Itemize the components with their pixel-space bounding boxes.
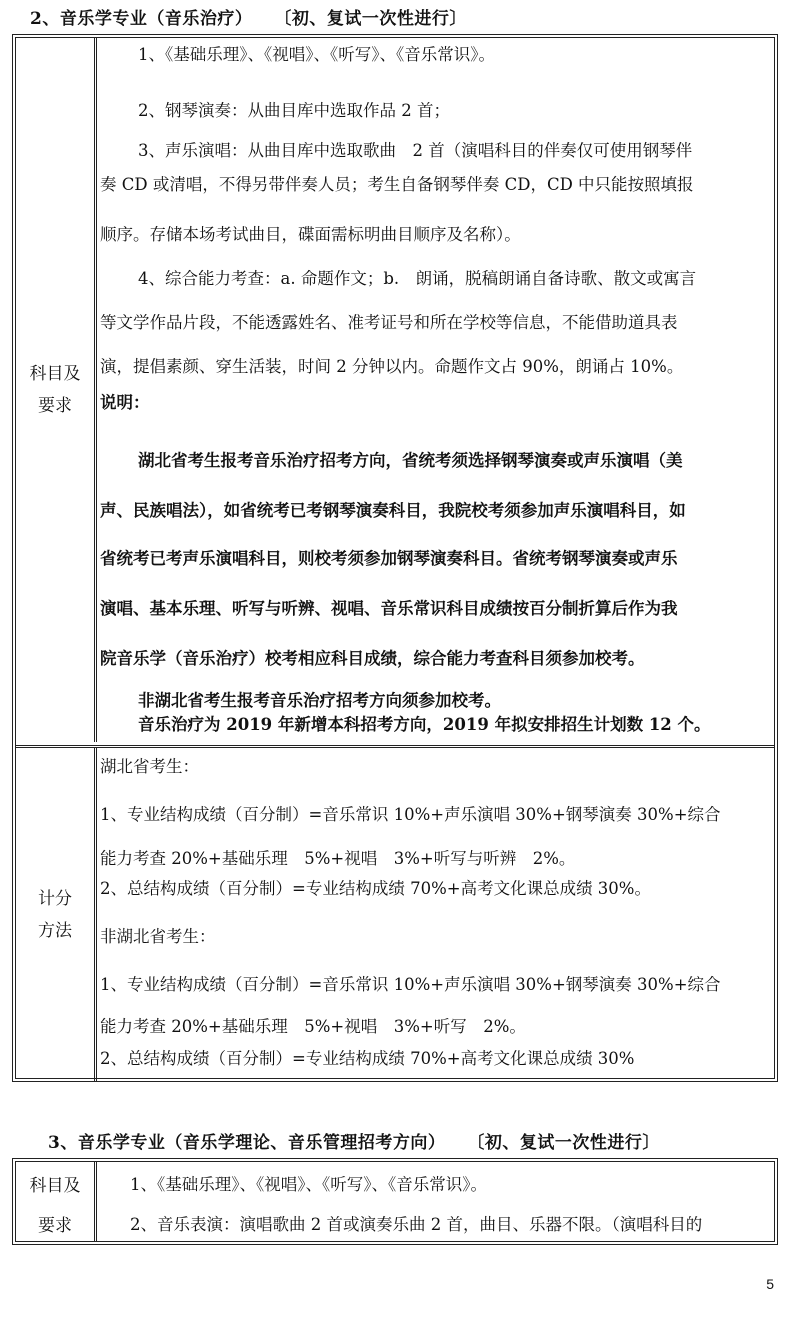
- subjects-row: [16, 1162, 774, 1241]
- explain-line: 演唱、基本乐理、听写与听辨、视唱、音乐常识科目成绩按百分制折算后作为我: [100, 599, 678, 618]
- explain-line: 院音乐学（音乐治疗）校考相应科目成绩，综合能力考查科目须参加校考。: [100, 649, 645, 668]
- explain-line: 湖北省考生报考音乐治疗招考方向，省统考须选择钢琴演奏或声乐演唱（美: [138, 451, 683, 470]
- scoring-line: 2、总结构成绩（百分制）=专业结构成绩 70%+高考文化课总成绩 30%: [100, 1049, 635, 1068]
- subject-line: 3、声乐演唱：从曲目库中选取歌曲 2 首（演唱科目的伴奏仅可使用钢琴伴: [138, 141, 693, 160]
- section-3-heading: [48, 1128, 660, 1153]
- section-2-heading: [30, 4, 467, 29]
- scoring-line: 能力考查 20%+基础乐理 5%+视唱 3%+听写与听辨 2%。: [100, 849, 576, 868]
- section-2-table: [12, 34, 778, 1082]
- section-3-table: [12, 1158, 778, 1245]
- explain-line: 声、民族唱法），如省统考已考钢琴演奏科目，我院校考须参加声乐演唱科目，如: [100, 501, 686, 520]
- explain-line: 非湖北省考生报考音乐治疗招考方向须参加校考。: [138, 691, 501, 710]
- subject-line: 2、钢琴演奏：从曲目库中选取作品 2 首；: [138, 101, 450, 120]
- section-3-note: 〔初、复试一次性进行〕: [467, 1133, 660, 1153]
- subject-line: 演，提倡素颜、穿生活装，时间 2 分钟以内。命题作文占 90%，朗诵占 10%。: [100, 357, 684, 376]
- subject-line: 等文学作品片段，不能透露姓名、准考证号和所在学校等信息，不能借助道具表: [100, 313, 678, 332]
- subject-line: 奏 CD 或清唱，不得另带伴奏人员；考生自备钢琴伴奏 CD，CD 中只能按照填报: [100, 175, 694, 194]
- scoring-line: 2、总结构成绩（百分制）=专业结构成绩 70%+高考文化课总成绩 30%。: [100, 879, 651, 898]
- subject-line: 1、《基础乐理》、《视唱》、《听写》、《音乐常识》。: [138, 45, 495, 64]
- subject-line: 1、《基础乐理》、《视唱》、《听写》、《音乐常识》。: [130, 1175, 487, 1194]
- explain-line: 音乐治疗为 2019 年新增本科招考方向，2019 年拟安排招生计划数 12 个。: [138, 715, 711, 734]
- section-2-note: 〔初、复试一次性进行〕: [274, 9, 467, 29]
- scoring-line: 1、专业结构成绩（百分制）=音乐常识 10%+声乐演唱 30%+钢琴演奏 30%+综合: [100, 805, 721, 824]
- page-number: 5: [766, 1276, 774, 1292]
- scoring-label: 计分 方法: [16, 748, 97, 1081]
- explain-line: 省统考已考声乐演唱科目，则校考须参加钢琴演奏科目。省统考钢琴演奏或声乐: [100, 549, 678, 568]
- subjects-content: [100, 1162, 772, 1241]
- subjects-label: 科目及 要求: [16, 38, 97, 742]
- section-2-title: 2、音乐学专业（音乐治疗）: [30, 9, 253, 29]
- subjects-content: [100, 38, 772, 742]
- subjects-label: 科目及 要求: [16, 1162, 97, 1241]
- scoring-content: [100, 748, 772, 1081]
- scoring-line: 能力考查 20%+基础乐理 5%+视唱 3%+听写 2%。: [100, 1017, 526, 1036]
- scoring-row: [16, 745, 774, 1081]
- scoring-line: 非湖北省考生：: [100, 927, 216, 946]
- subjects-row: [16, 38, 774, 742]
- subject-line: 顺序。存储本场考试曲目，碟面需标明曲目顺序及名称）。: [100, 225, 521, 244]
- subject-line: 4、综合能力考查：a. 命题作文；b. 朗诵，脱稿朗诵自备诗歌、散文或寓言: [138, 269, 697, 288]
- scoring-line: 1、专业结构成绩（百分制）=音乐常识 10%+声乐演唱 30%+钢琴演奏 30%+综合: [100, 975, 721, 994]
- explain-label: 说明：: [100, 393, 150, 412]
- subject-line: 2、音乐表演：演唱歌曲 2 首或演奏乐曲 2 首，曲目、乐器不限。（演唱科目的: [130, 1215, 703, 1234]
- scoring-line: 湖北省考生：: [100, 757, 199, 776]
- section-3-title: 3、音乐学专业（音乐学理论、音乐管理招考方向）: [48, 1133, 446, 1153]
